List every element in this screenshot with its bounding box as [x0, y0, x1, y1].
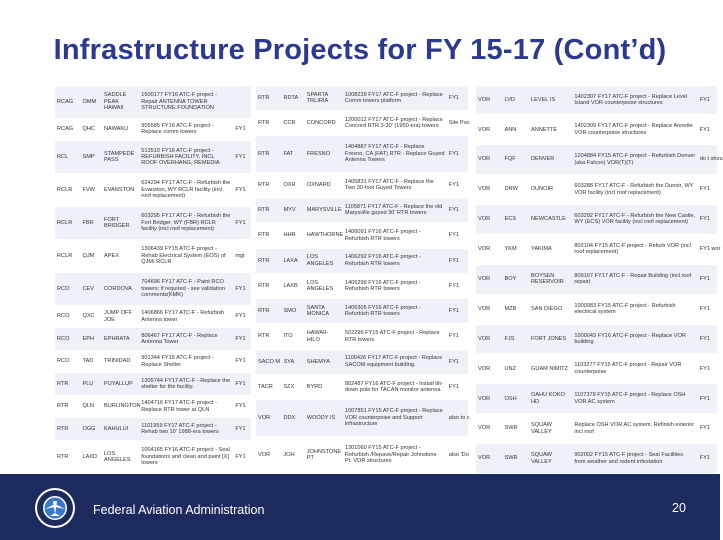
project-description-cell: 1200012 FY17 ATC-F project - Replace Concord RTR 3-30' (1950-era) towers — [343, 110, 447, 135]
facility-type-cell: VOR — [476, 264, 503, 294]
facility-type-cell: RTR — [256, 136, 281, 173]
table-row — [55, 141, 251, 174]
facility-type-cell: VOR — [476, 294, 503, 324]
facility-id-cell: OSH — [503, 384, 530, 414]
facility-type-cell: VOR — [476, 414, 503, 444]
facility-id-cell: FQF — [503, 145, 530, 175]
table-row — [256, 400, 468, 437]
location-cell: MARYSVILLE — [305, 198, 343, 223]
facility-id-cell: LAXB — [281, 273, 304, 298]
page-number: 20 — [672, 501, 686, 515]
table-row — [256, 198, 468, 223]
facility-type-cell: RCL — [55, 141, 80, 174]
facility-type-cell: RTR — [256, 299, 281, 324]
fiscal-year-cell: FY1 — [233, 395, 251, 418]
project-description-cell: 802487 FY16 ATC-F project - Install tilt-down pole for TACAN monitor antenna — [343, 374, 447, 399]
facility-id-cell: MZB — [503, 294, 530, 324]
location-cell: GUAM NIMITZ — [529, 354, 572, 384]
project-description-cell: 1406866 FY17 ATC-F - Refurbish Antenna tower — [139, 305, 233, 328]
project-description-cell: 1404716 FY17 ATC-F project - Replace RTR tower at QLN — [139, 395, 233, 418]
location-cell: SHEMYA — [305, 349, 343, 374]
facility-type-cell: VOR — [476, 204, 503, 234]
project-description-cell: 1404887 FY17 ATC-F - Replace Fresno, CA (FAT) RTR - Replace Guyed Antenna Towers — [343, 136, 447, 173]
location-cell: APEX — [102, 240, 139, 273]
fiscal-year-cell: FY1 — [233, 272, 251, 305]
facility-id-cell: SZX — [281, 374, 304, 399]
fiscal-year-cell: FY1 — [233, 207, 251, 240]
project-description-cell: 1405831 FY17 ATC-F - Replace the Two 30-foot Guyed Towers — [343, 172, 447, 197]
project-description-cell: 1000043 FY16 ATC-F project - Replace VOR building — [572, 324, 697, 354]
table-row — [256, 273, 468, 298]
location-cell: ANNETTE — [529, 115, 572, 145]
facility-id-cell: PLU — [80, 373, 102, 396]
table-row — [256, 136, 468, 173]
facility-type-cell: RTR — [256, 273, 281, 298]
project-description-cell: 1004165 FY16 ATC-F project - Seal foundations and clean and paint [X] towers — [139, 440, 233, 473]
table-row — [476, 204, 717, 234]
table-row — [55, 418, 251, 441]
location-cell: HAWTHORNE — [305, 223, 343, 248]
table-row — [476, 234, 717, 264]
table-row — [256, 172, 468, 197]
fiscal-year-cell: FY1 wor — [698, 234, 717, 264]
project-description-cell: 1306439 FY15 ATC-F project - Rehab Electrical System (EOS) of QJM/ RCLR — [139, 240, 233, 273]
facility-id-cell: LVD — [503, 86, 530, 115]
facility-type-cell: VOR — [256, 400, 281, 437]
project-description-cell: 704696 FY17 ATC-F - Paint RCO towers; if required - see validation comments(KMK) — [139, 272, 233, 305]
table-row — [256, 374, 468, 399]
fiscal-year-cell: FY1 — [698, 175, 717, 205]
project-description-cell: 809167 FY17 ATC-F - Repair Building (incl roof repair) — [572, 264, 697, 294]
location-cell: YAKIMA — [529, 234, 572, 264]
facility-id-cell: MYV — [281, 198, 304, 223]
fiscal-year-cell: FY1 — [698, 204, 717, 234]
project-description-cell: 1500177 FY16 ATC-F project - Repair ANTENNA TOWER STRUCTURE FOUNDATION — [139, 86, 233, 118]
facility-type-cell: RCLR — [55, 207, 80, 240]
table-row — [256, 349, 468, 374]
projects-table-3 — [476, 86, 723, 474]
fiscal-year-cell: FY1 — [698, 354, 717, 384]
table-row — [476, 414, 717, 444]
location-cell: TRINIDAD — [102, 350, 139, 373]
table-row — [55, 350, 251, 373]
facility-id-cell: SMP — [80, 141, 102, 174]
fiscal-year-cell: FY1 — [447, 198, 468, 223]
facility-type-cell: RTR — [256, 110, 281, 135]
project-description-cell: 1406305 FY16 ATC-F project - Refurbish RTR towers — [343, 299, 447, 324]
facility-id-cell: QHC — [80, 118, 102, 141]
facility-id-cell: JOH — [281, 437, 304, 474]
fiscal-year-cell: FY1 — [447, 273, 468, 298]
facility-type-cell: VOR — [476, 354, 503, 384]
fiscal-year-cell: FY1 — [698, 384, 717, 414]
facility-id-cell: HHR — [281, 223, 304, 248]
fiscal-year-cell: mgt — [233, 240, 251, 273]
project-description-cell: 1301060 FY15 ATC-F project - Refurbish /Repave/Repair Johnstone Pt. VOR structures — [343, 437, 447, 474]
location-cell: BOYSEN RESERVOIR — [529, 264, 572, 294]
facility-type-cell: RCO — [55, 328, 80, 351]
location-cell: OAHU KOKO HD — [529, 384, 572, 414]
table-row — [476, 145, 717, 175]
location-cell: SQUAW VALLEY — [529, 414, 572, 444]
fiscal-year-cell: FY1 — [447, 349, 468, 374]
facility-type-cell: RTR — [55, 373, 80, 396]
table-row — [256, 248, 468, 273]
location-cell: STAMPEDE PASS — [102, 141, 139, 174]
table-row — [476, 324, 717, 354]
table-row — [476, 444, 717, 474]
projects-tables — [55, 86, 723, 474]
table-row — [476, 264, 717, 294]
fiscal-year-cell: FY1 — [447, 299, 468, 324]
facility-id-cell: LAXA — [281, 248, 304, 273]
table-row — [256, 324, 468, 349]
location-cell: LOS ANGELES — [102, 440, 139, 473]
location-cell: JOHNSTONE PT — [305, 437, 343, 474]
facility-type-cell: VOR — [476, 115, 503, 145]
facility-type-cell: VOR — [476, 86, 503, 115]
facility-type-cell: VOR — [256, 437, 281, 474]
project-description-cell: 513510 FY16 ATC-F project - REFURBISH FACILITY, INCL ROOF OVERHANG, REMEDIA — [139, 141, 233, 174]
location-cell: NEWCASTLE — [529, 204, 572, 234]
project-description-cell: 1101959 FY17 ATC-F project - Rehab two 10' 1988-era towers — [139, 418, 233, 441]
location-cell: WOODY IS — [305, 400, 343, 437]
fiscal-year-cell: FY1 — [233, 141, 251, 174]
fiscal-year-cell: do t shou — [698, 145, 717, 175]
project-description-cell: 603295 FY17 ATC-F - Refurbish the Fort Bridger, WY (FBR) RCLR facility (incl roof replacement) — [139, 207, 233, 240]
location-cell: BYRD — [305, 374, 343, 399]
table-row — [476, 115, 717, 145]
location-cell: LOS ANGELES — [305, 248, 343, 273]
facility-type-cell: TACR — [256, 374, 281, 399]
project-description-cell: 806467 FY17 ATC-F - Replace Antenna Tower — [139, 328, 233, 351]
facility-type-cell: RCO — [55, 272, 80, 305]
fiscal-year-cell: FY1 — [447, 324, 468, 349]
table-row — [55, 118, 251, 141]
facility-id-cell: OGG — [80, 418, 102, 441]
project-description-cell: 603288 FY17 ATC-F - Refurbish the Dunoir, WY VOR facility (incl roof replacement) — [572, 175, 697, 205]
location-cell: FRESNO — [305, 136, 343, 173]
location-cell: SANTA MONICA — [305, 299, 343, 324]
table-row — [476, 354, 717, 384]
table-row — [256, 223, 468, 248]
facility-type-cell: RCO — [55, 305, 80, 328]
location-cell: EPHRATA — [102, 328, 139, 351]
location-cell: HAWAII-HILO — [305, 324, 343, 349]
fiscal-year-cell: FY1 — [447, 172, 468, 197]
project-description-cell: 802104 FY15 ATC-F project - Refurb VOR (incl roof replacement) — [572, 234, 697, 264]
table-row — [476, 86, 717, 115]
location-cell: FORT JONES — [529, 324, 572, 354]
facility-type-cell: VOR — [476, 384, 503, 414]
fiscal-year-cell: FY1 — [447, 136, 468, 173]
location-cell: CONCORD — [305, 110, 343, 135]
table-row — [55, 207, 251, 240]
location-cell: NAWAKU — [102, 118, 139, 141]
location-cell: SADDLE PEAK HAWAII — [102, 86, 139, 118]
facility-type-cell: RTR — [256, 248, 281, 273]
location-cell: SPARTA TRLIRIA — [305, 86, 343, 110]
fiscal-year-cell: FY1 — [698, 324, 717, 354]
location-cell: CORDOVA — [102, 272, 139, 305]
facility-id-cell: OXR — [281, 172, 304, 197]
facility-type-cell: VOR — [476, 324, 503, 354]
facility-type-cell: RTR — [55, 418, 80, 441]
facility-type-cell: VOR — [476, 234, 503, 264]
location-cell: SAN DIEGO — [529, 294, 572, 324]
location-cell: PUYALLUP — [102, 373, 139, 396]
facility-type-cell: RCO — [55, 350, 80, 373]
project-description-cell: 901344 FY15 ATC-F project - Replace Shelter — [139, 350, 233, 373]
facility-type-cell: RTR — [55, 440, 80, 473]
facility-type-cell: RCAG — [55, 118, 80, 141]
project-description-cell: 624294 FY17 ATC-F - Refurbish the Evanston, WY RCLR facility (incl roof replacement) — [139, 174, 233, 207]
facility-id-cell: ITO — [281, 324, 304, 349]
facility-id-cell: SMO — [281, 299, 304, 324]
fiscal-year-cell: FY1 — [447, 86, 468, 110]
table-row — [55, 328, 251, 351]
facility-type-cell: RTR — [256, 172, 281, 197]
fiscal-year-cell: FY1 — [447, 374, 468, 399]
projects-table-2 — [256, 86, 468, 474]
table-row — [476, 384, 717, 414]
fiscal-year-cell: FY1 — [233, 418, 251, 441]
table-row — [476, 294, 717, 324]
project-description-cell: 1105871 FY17 ATC-F - Replace the old Marysville guyed 30' RTR towers — [343, 198, 447, 223]
project-description-cell: 902002 FY15 ATC-F project - Seal Facilities from weather and rodent infestation — [572, 444, 697, 474]
location-cell: DUNOIR — [529, 175, 572, 205]
project-description-cell: 1000083 FY15 ATC-F project - Refurbish electrical system — [572, 294, 697, 324]
fiscal-year-cell: FY1 — [233, 305, 251, 328]
table-row — [55, 305, 251, 328]
fiscal-year-cell: FY1 — [698, 294, 717, 324]
location-cell: DENVER — [529, 145, 572, 175]
facility-id-cell: YKM — [503, 234, 530, 264]
facility-id-cell: QLN — [80, 395, 102, 418]
table-row — [256, 299, 468, 324]
facility-id-cell: SWR — [503, 444, 530, 474]
project-description-cell: 502296 FY15 ATC-F project - Replace RTR towers — [343, 324, 447, 349]
facility-id-cell: DDX — [281, 400, 304, 437]
project-description-cell: 1402307 FY17 ATC-F project - Replace Level Island VOR counterpoise structures — [572, 86, 697, 115]
project-description-cell: 1305744 FY17 ATC-F - Replace the shelter for the facility. — [139, 373, 233, 396]
project-description-cell: 1406292 FY16 ATC-F project - Refurbish RTR towers — [343, 248, 447, 273]
facility-id-cell: CCR — [281, 110, 304, 135]
project-description-cell: 1406299 FY16 ATC-F project - Refurbish RTR towers — [343, 273, 447, 298]
facility-type-cell: VOR — [476, 444, 503, 474]
fiscal-year-cell — [233, 86, 251, 118]
project-description-cell: 1103277 FY15 ATC-F project - Repair VOR counterpoise — [572, 354, 697, 384]
fiscal-year-cell: FY1 — [233, 440, 251, 473]
project-description-cell: 1007851 FY15 ATC-F project - Replace VOR counterpoise and Support infrastructure — [343, 400, 447, 437]
facility-id-cell: FJS — [503, 324, 530, 354]
facility-id-cell: BOY — [503, 264, 530, 294]
location-cell: FORT BRIDGER — [102, 207, 139, 240]
project-description-cell: Replace OSH VOR AC system. Refinish exterior incl roof — [572, 414, 697, 444]
facility-id-cell: FAT — [281, 136, 304, 173]
facility-id-cell: QJM — [80, 240, 102, 273]
location-cell: SQUAW VALLEY — [529, 444, 572, 474]
facility-type-cell: RTR — [256, 324, 281, 349]
fiscal-year-cell: FY1 — [698, 115, 717, 145]
fiscal-year-cell: FY1 — [698, 444, 717, 474]
facility-id-cell: ANN — [503, 115, 530, 145]
fiscal-year-cell: also to c — [447, 400, 468, 437]
table-row — [55, 174, 251, 207]
facility-type-cell: RCAG — [55, 86, 80, 118]
facility-id-cell: UNZ — [503, 354, 530, 384]
table-row — [256, 86, 468, 110]
fiscal-year-cell: FY1 — [233, 350, 251, 373]
facility-id-cell: TAD — [80, 350, 102, 373]
project-description-cell: 1100426 FY17 ATC-F project - Replace SACOM equipment building. — [343, 349, 447, 374]
facility-id-cell: SWR — [503, 414, 530, 444]
projects-table-1 — [55, 86, 251, 474]
project-description-cell: 1402309 FY17 ATC-F project - Replace Annette VOR counterpoise structures — [572, 115, 697, 145]
facility-id-cell: ECS — [503, 204, 530, 234]
fiscal-year-cell: FY1 — [698, 86, 717, 115]
facility-id-cell: DNW — [503, 175, 530, 205]
project-description-cell: 1008239 FY17 ATC-F project - Replace Comm towers platform — [343, 86, 447, 110]
fiscal-year-cell: Site Poc — [447, 110, 468, 135]
table-row — [55, 240, 251, 273]
location-cell: JUMP OFF JOE — [102, 305, 139, 328]
fiscal-year-cell: FY1 — [233, 373, 251, 396]
facility-type-cell: RCLR — [55, 174, 80, 207]
faa-seal-icon — [34, 487, 76, 529]
table-row — [55, 373, 251, 396]
fiscal-year-cell: FY1 — [233, 174, 251, 207]
facility-id-cell: FVW — [80, 174, 102, 207]
project-description-cell: 1406091 FY16 ATC-F project - Refurbish RTR towers — [343, 223, 447, 248]
table-row — [256, 110, 468, 135]
facility-type-cell: RCLR — [55, 240, 80, 273]
footer-bar — [0, 474, 720, 540]
fiscal-year-cell: FY1 — [698, 264, 717, 294]
facility-type-cell: RTR — [256, 198, 281, 223]
project-description-cell: 905585 FY16 ATC-F project - Replace comm towers — [139, 118, 233, 141]
facility-type-cell: RTR — [256, 223, 281, 248]
fiscal-year-cell: also 'Do — [447, 437, 468, 474]
facility-id-cell: QXC — [80, 305, 102, 328]
table-row — [55, 272, 251, 305]
facility-id-cell: FBR — [80, 207, 102, 240]
table-row — [55, 440, 251, 473]
table-row — [256, 437, 468, 474]
fiscal-year-cell: FY1 — [698, 414, 717, 444]
facility-type-cell: RTR — [256, 86, 281, 110]
facility-id-cell: EPH — [80, 328, 102, 351]
facility-id-cell: OMM — [80, 86, 102, 118]
facility-id-cell: SYA — [281, 349, 304, 374]
fiscal-year-cell: FY1 — [233, 118, 251, 141]
table-row — [55, 395, 251, 418]
facility-type-cell: RTR — [55, 395, 80, 418]
fiscal-year-cell: FY1 — [233, 328, 251, 351]
location-cell: LOS ANGELES — [305, 273, 343, 298]
location-cell: KAHULUI — [102, 418, 139, 441]
fiscal-year-cell: FY1 — [447, 223, 468, 248]
location-cell: BURLINGTON — [102, 395, 139, 418]
table-row — [55, 86, 251, 118]
facility-id-cell: CEV — [80, 272, 102, 305]
project-description-cell: 1204884 FY15 ATC-F project - Refurbish Denver (aka Falcon) VOR(T)(T) — [572, 145, 697, 175]
facility-type-cell: SACO M — [256, 349, 281, 374]
fiscal-year-cell: FY1 — [447, 248, 468, 273]
slide-title: Infrastructure Projects for FY 15-17 (Cont’d) — [53, 34, 667, 66]
table-row — [476, 175, 717, 205]
project-description-cell: 603292 FY17 ATC-F - Refurbish the New Castle, WY (ECS) VOR facility (incl roof replacement) — [572, 204, 697, 234]
location-cell: OXNARD — [305, 172, 343, 197]
facility-id-cell: LAXD — [80, 440, 102, 473]
location-cell: EVANSTON — [102, 174, 139, 207]
footer-agency-name: Federal Aviation Administration — [93, 503, 265, 517]
project-description-cell: 1107379 FY15 ATC-F project - Replace OSH VOR AC system — [572, 384, 697, 414]
facility-id-cell: RDTA — [281, 86, 304, 110]
location-cell: LEVEL IS — [529, 86, 572, 115]
facility-type-cell: VOR — [476, 145, 503, 175]
facility-type-cell: VOR — [476, 175, 503, 205]
